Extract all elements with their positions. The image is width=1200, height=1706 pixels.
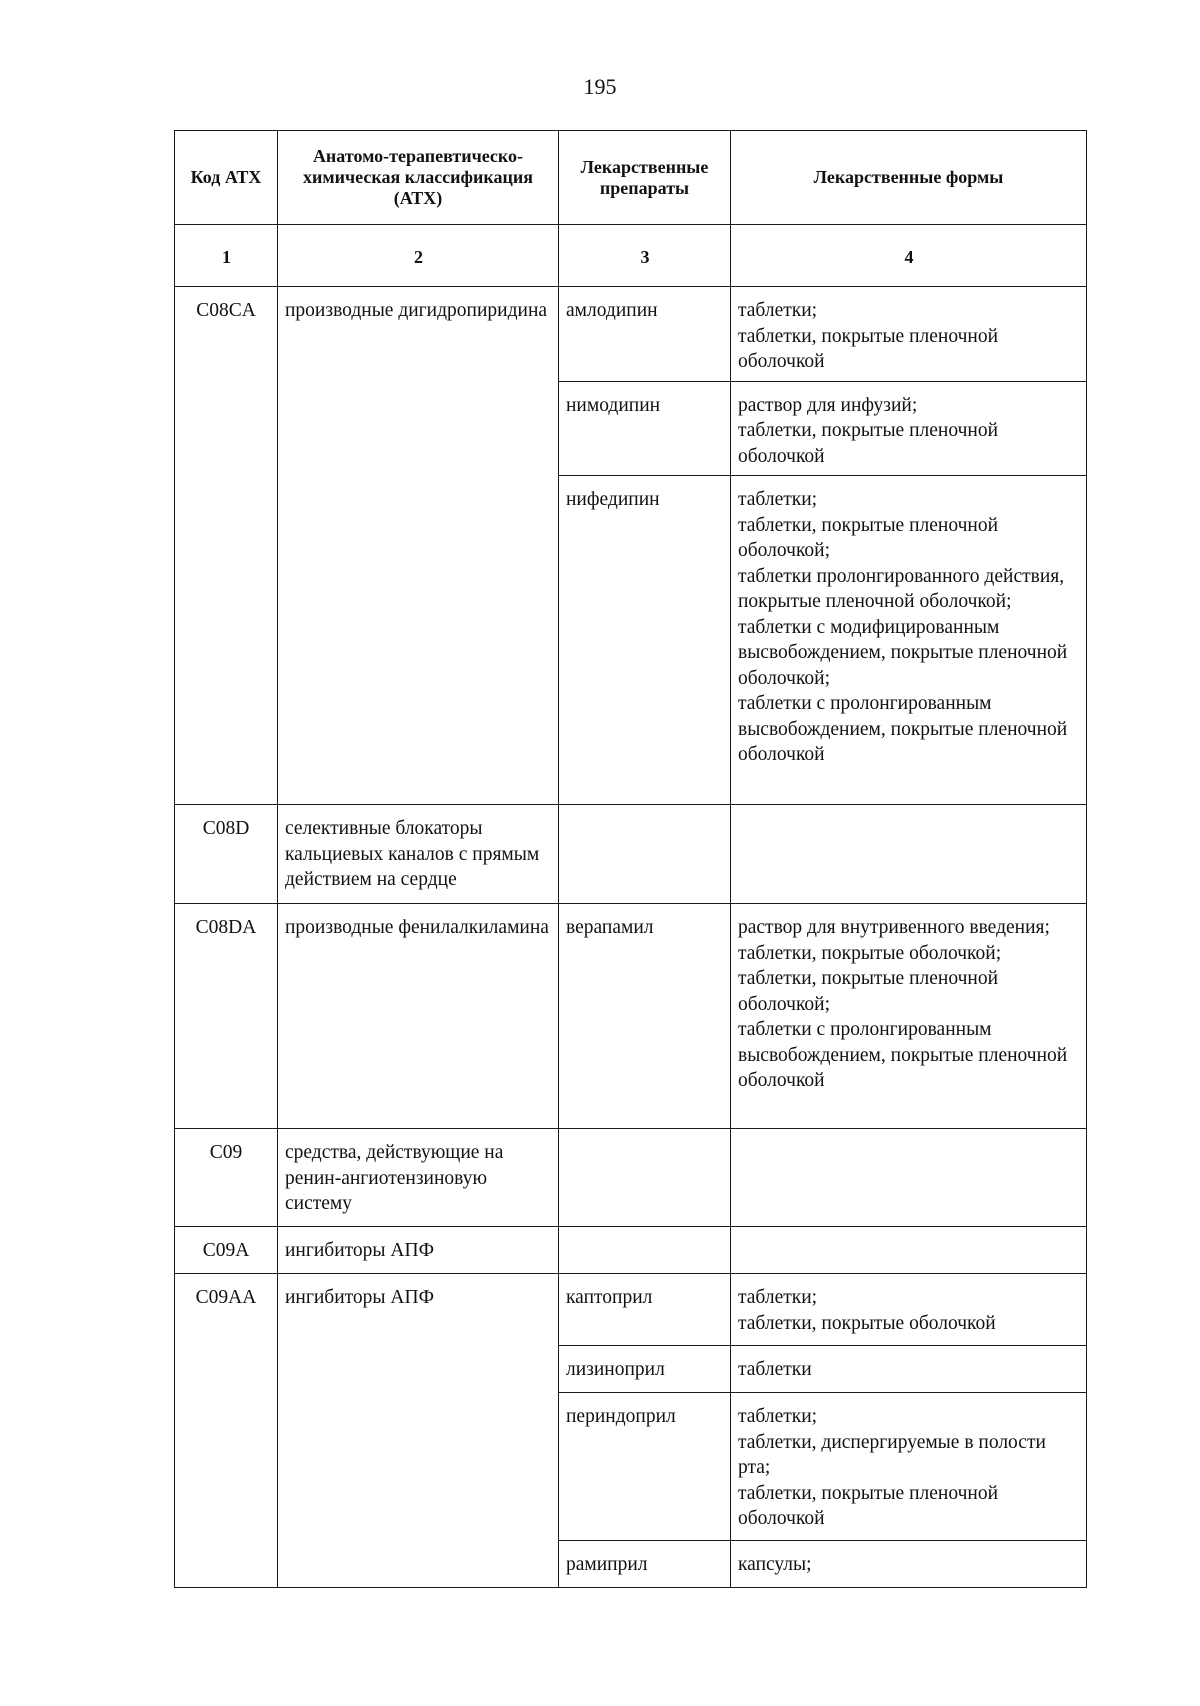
dosage-form: раствор для внутривенного введения; bbox=[738, 917, 1050, 938]
atx-code-cell: C09AA bbox=[175, 1274, 278, 1588]
drug-name-cell bbox=[559, 1227, 731, 1274]
dosage-form: таблетки, покрытые пленочной оболочкой bbox=[738, 420, 999, 467]
dosage-forms-cell bbox=[731, 1346, 1087, 1393]
dosage-forms-cell bbox=[731, 287, 1087, 382]
dosage-forms-cell bbox=[731, 805, 1087, 904]
column-number: 4 bbox=[731, 225, 1087, 287]
column-number: 3 bbox=[559, 225, 731, 287]
dosage-forms-cell bbox=[731, 381, 1087, 476]
drug-name-cell: нимодипин bbox=[559, 381, 731, 476]
classification-cell: производные дигидропиридина bbox=[278, 287, 559, 805]
atx-code-cell: C08D bbox=[175, 805, 278, 904]
dosage-form: таблетки, покрытые оболочкой bbox=[738, 1312, 996, 1334]
table-row bbox=[175, 904, 1087, 1129]
dosage-form: таблетки, покрытые пленочной оболочкой bbox=[738, 1482, 999, 1529]
dosage-form: таблетки bbox=[738, 1359, 812, 1380]
header-row bbox=[175, 131, 1087, 225]
drug-name-cell bbox=[559, 805, 731, 904]
drug-name-cell: периндоприл bbox=[559, 1393, 731, 1541]
classification-cell: производные фенилалкиламина bbox=[278, 904, 559, 1129]
dosage-form: таблетки, диспергируемые в полости рта; bbox=[738, 1431, 1046, 1478]
drug-name-cell: лизиноприл bbox=[559, 1346, 731, 1393]
dosage-form: таблетки, покрытые пленочной оболочкой; bbox=[738, 968, 999, 1015]
atx-code-cell: C08DA bbox=[175, 904, 278, 1129]
dosage-form: таблетки с модифицированным высвобождением, покрытые пленочной оболочкой; bbox=[738, 616, 1068, 689]
atx-code-cell: C09 bbox=[175, 1129, 278, 1227]
table-row bbox=[175, 805, 1087, 904]
drug-name-cell: каптоприл bbox=[559, 1274, 731, 1346]
dosage-form: таблетки; bbox=[738, 1406, 818, 1427]
dosage-form: таблетки с пролонгированным высвобождением, покрытые пленочной оболочкой bbox=[738, 693, 1068, 765]
atx-code-cell: C08CA bbox=[175, 287, 278, 805]
dosage-form: раствор для инфузий; bbox=[738, 394, 918, 416]
header-forms: Лекарственные формы bbox=[731, 131, 1087, 225]
table-row bbox=[175, 1129, 1087, 1227]
drug-name-cell: нифедипин bbox=[559, 476, 731, 805]
column-number: 2 bbox=[278, 225, 559, 287]
table-row bbox=[175, 287, 1087, 382]
column-number-row bbox=[175, 225, 1087, 287]
dosage-form: таблетки, покрытые оболочкой; bbox=[738, 942, 1002, 964]
classification-cell: ингибиторы АПФ bbox=[278, 1274, 559, 1588]
drug-name-cell: верапамил bbox=[559, 904, 731, 1129]
dosage-forms-cell bbox=[731, 1274, 1087, 1346]
column-number: 1 bbox=[175, 225, 278, 287]
dosage-form: таблетки с пролонгированным высвобождением, покрытые пленочной оболочкой bbox=[738, 1019, 1068, 1091]
header-drugs: Лекарственные препараты bbox=[559, 131, 731, 225]
dosage-form: таблетки, покрытые пленочной оболочкой bbox=[738, 325, 999, 372]
table-row bbox=[175, 1274, 1087, 1346]
drug-name-cell: амлодипин bbox=[559, 287, 731, 382]
header-code: Код АТХ bbox=[175, 131, 278, 225]
dosage-forms-cell bbox=[731, 904, 1087, 1129]
classification-cell: ингибиторы АПФ bbox=[278, 1227, 559, 1274]
dosage-form: таблетки; bbox=[738, 1287, 818, 1308]
drug-name-cell bbox=[559, 1129, 731, 1227]
dosage-form: таблетки; bbox=[738, 300, 818, 321]
header-classification: Анатомо-терапевтическо-химическая классификация (АТХ) bbox=[278, 131, 559, 225]
dosage-forms-cell bbox=[731, 476, 1087, 805]
dosage-forms-cell bbox=[731, 1227, 1087, 1274]
dosage-form: таблетки пролонгированного действия, покрытые пленочной оболочкой; bbox=[738, 565, 1065, 612]
dosage-form: таблетки, покрытые пленочной оболочкой; bbox=[738, 514, 999, 561]
dosage-forms-cell bbox=[731, 1541, 1087, 1588]
drug-name-cell: рамиприл bbox=[559, 1541, 731, 1588]
atx-drug-table bbox=[174, 130, 1087, 1588]
dosage-form: таблетки; bbox=[738, 489, 818, 510]
classification-cell: средства, действующие на ренин-ангиотензиновую систему bbox=[278, 1129, 559, 1227]
table-row bbox=[175, 1227, 1087, 1274]
dosage-forms-cell bbox=[731, 1393, 1087, 1541]
dosage-form: капсулы; bbox=[738, 1554, 812, 1575]
classification-cell: селективные блокаторы кальциевых каналов с прямым действием на сердце bbox=[278, 805, 559, 904]
dosage-forms-cell bbox=[731, 1129, 1087, 1227]
page-number: 195 bbox=[583, 74, 617, 99]
atx-code-cell: C09A bbox=[175, 1227, 278, 1274]
